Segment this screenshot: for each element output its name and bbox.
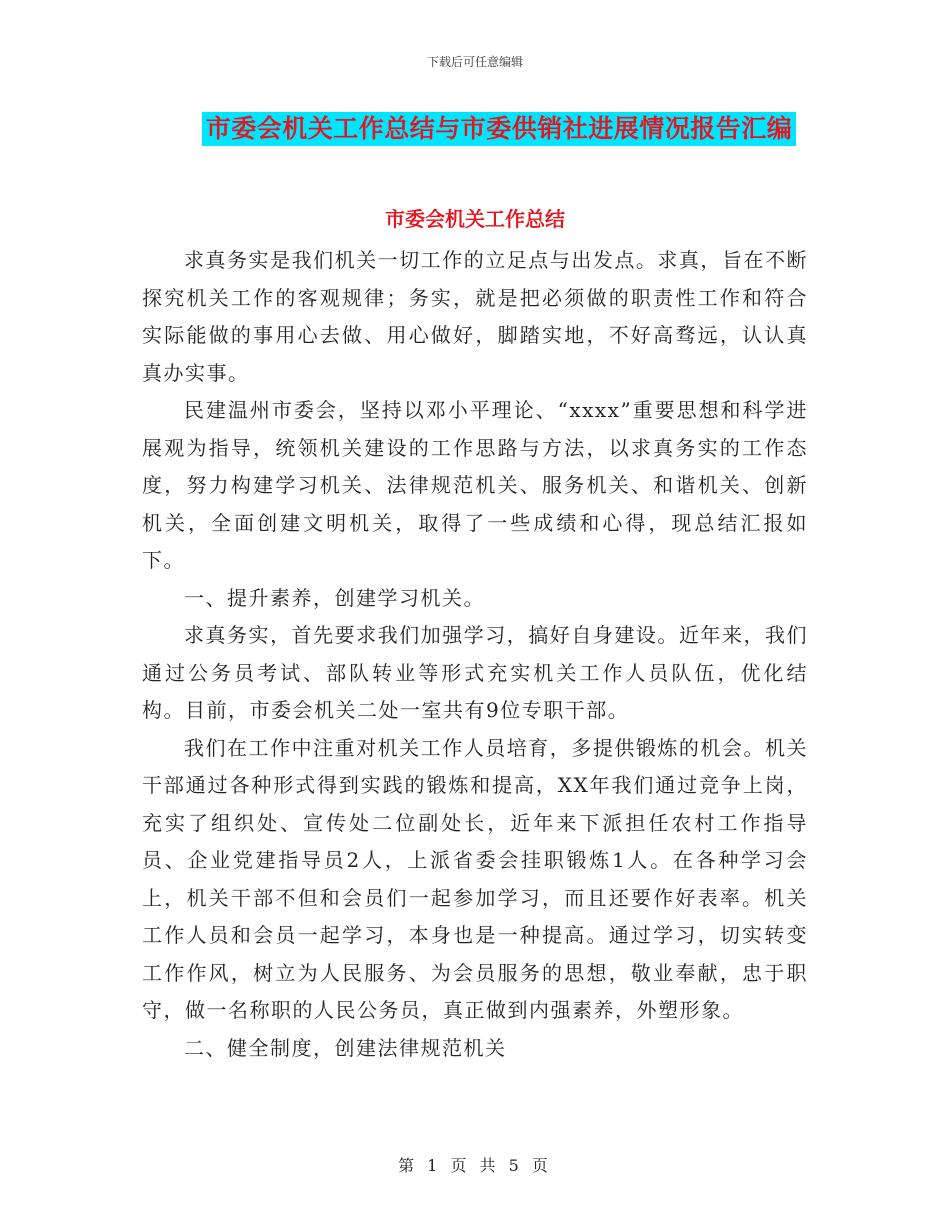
heading-section-2: 二、健全制度，创建法律规范机关 bbox=[184, 1035, 507, 1060]
paragraph-training: 我们在工作中注重对机关工作人员培育，多提供锻炼的机会。机关干部通过各种形式得到实践的锻炼和提高，XX年我们通过竞争上岗，充实了组织处、宣传处二位副处长，近年来下派担任农村工作指导员、企业党建指导员2人，上派省委会挂职锻炼1人。在各种学习会上，机关干部不但和会员们一起参加学习，而且还要作好表率。机关工作人员和会员一起学习，本身也是一种提高。通过学习，切实转变工作作风，树立为人民服务、为会员服务的思想，敬业奉献，忠于职守，做一名称职的人民公务员，真正做到内强素养，外塑形象。 bbox=[142, 735, 808, 1022]
page-footer: 第 1 页 共 5 页 bbox=[398, 1156, 552, 1175]
document-body bbox=[142, 242, 808, 1067]
paragraph-staff: 求真务实，首先要求我们加强学习，搞好自身建设。近年来，我们通过公务员考试、部队转业等形式充实机关工作人员队伍，优化结构。目前，市委会机关二处一室共有9位专职干部。 bbox=[142, 623, 808, 722]
paragraph-intro: 求真务实是我们机关一切工作的立足点与出发点。求真，旨在不断探究机关工作的客观规律；务实，就是把必须做的职责性工作和符合实际能做的事用心去做、用心做好，脚踏实地，不好高骛远，认认真真办实事。 bbox=[142, 248, 808, 385]
section-title: 市委会机关工作总结 bbox=[385, 207, 565, 231]
heading-section-1: 一、提升素养，创建学习机关。 bbox=[184, 585, 485, 610]
paragraph-overview: 民建温州市委会，坚持以邓小平理论、“xxxx”重要思想和科学进展观为指导，统领机关建设的工作思路与方法，以求真务实的工作态度，努力构建学习机关、法律规范机关、服务机关、和谐机关、创新机关，全面创建文明机关，取得了一些成绩和心得，现总结汇报如下。 bbox=[142, 398, 808, 572]
main-title: 市委会机关工作总结与市委供销社进展情况报告汇编 bbox=[202, 112, 797, 146]
header-note: 下载后可任意编辑 bbox=[426, 55, 523, 69]
main-title-container bbox=[0, 112, 950, 146]
